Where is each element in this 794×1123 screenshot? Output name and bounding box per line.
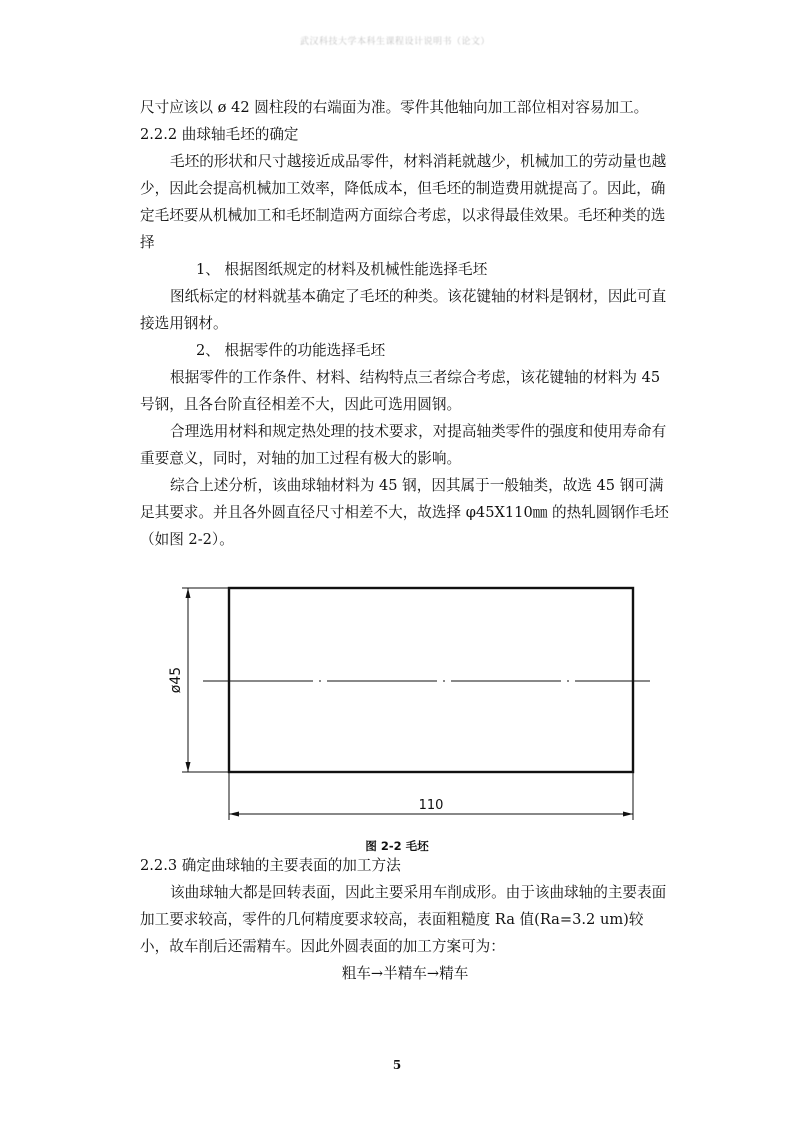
paragraph: 合理选用材料和规定热处理的技术要求，对提高轴类零件的强度和使用寿命有重要意义，同时，对轴的加工过程有极大的影响。: [140, 423, 667, 467]
paragraph: 该曲球轴大都是回转表面，因此主要采用车削成形。由于该曲球轴的主要表面加工要求较高，零件的几何精度要求较高，表面粗糙度 Ra 值(Ra=3.2 um)较小，故车削后还需精车。因此外圆表面的加工方案可为：: [140, 884, 667, 955]
paragraph: 毛坯的形状和尺寸越接近成品零件，材料消耗就越少，机械加工的劳动量也越少，因此会提高机械加工效率，降低成本，但毛坯的制造费用就提高了。因此，确定毛坯要从机械加工和毛坯制造两方面综合考虑，以求得最佳效果。毛坯种类的选择: [140, 153, 667, 251]
blank-drawing: [168, 574, 656, 826]
process-sequence: 粗车→半精车→精车: [341, 965, 469, 982]
length-label: 110: [418, 798, 444, 813]
figure-caption: 图 2-2 毛坯: [365, 839, 429, 853]
arrow-head: [186, 588, 191, 598]
page-header: 武汉科技大学本科生课程设计说明书（论文）: [300, 37, 491, 47]
blank-outline: [229, 588, 633, 772]
paragraph: 尺寸应该以 ø 42 圆柱段的右端面为准。零件其他轴向加工部位相对容易加工。: [140, 99, 649, 116]
diameter-label: ø45: [168, 666, 184, 694]
arrow-head: [623, 812, 633, 817]
paragraph: 综合上述分析，该曲球轴材料为 45 钢，因其属于一般轴类，故选 45 钢可满足其要求。并且各外圆直径尺寸相差不大，故选择 φ45X110㎜ 的热轧圆钢作毛坯（如图 2-2）。: [140, 477, 669, 548]
body-text-top: [140, 94, 670, 553]
paragraph: 根据零件的工作条件、材料、结构特点三者综合考虑，该花键轴的材料为 45 号钢，且各台阶直径相差不大，因此可选用圆钢。: [140, 369, 661, 413]
list-heading: 1、 根据图纸规定的材料及机械性能选择毛坯: [196, 261, 488, 278]
list-heading: 2、 根据零件的功能选择毛坯: [196, 342, 386, 359]
paragraph: 图纸标定的材料就基本确定了毛坯的种类。该花键轴的材料是钢材，因此可直接选用钢材。: [140, 288, 667, 332]
arrow-head: [186, 762, 191, 772]
body-text-bottom: [140, 852, 670, 987]
blank-drawing-figure: [168, 574, 656, 826]
section-heading: 2.2.2 曲球轴毛坯的确定: [140, 126, 299, 143]
page-number: 5: [392, 1058, 402, 1072]
section-heading: 2.2.3 确定曲球轴的主要表面的加工方法: [140, 857, 401, 874]
arrow-head: [229, 812, 239, 817]
